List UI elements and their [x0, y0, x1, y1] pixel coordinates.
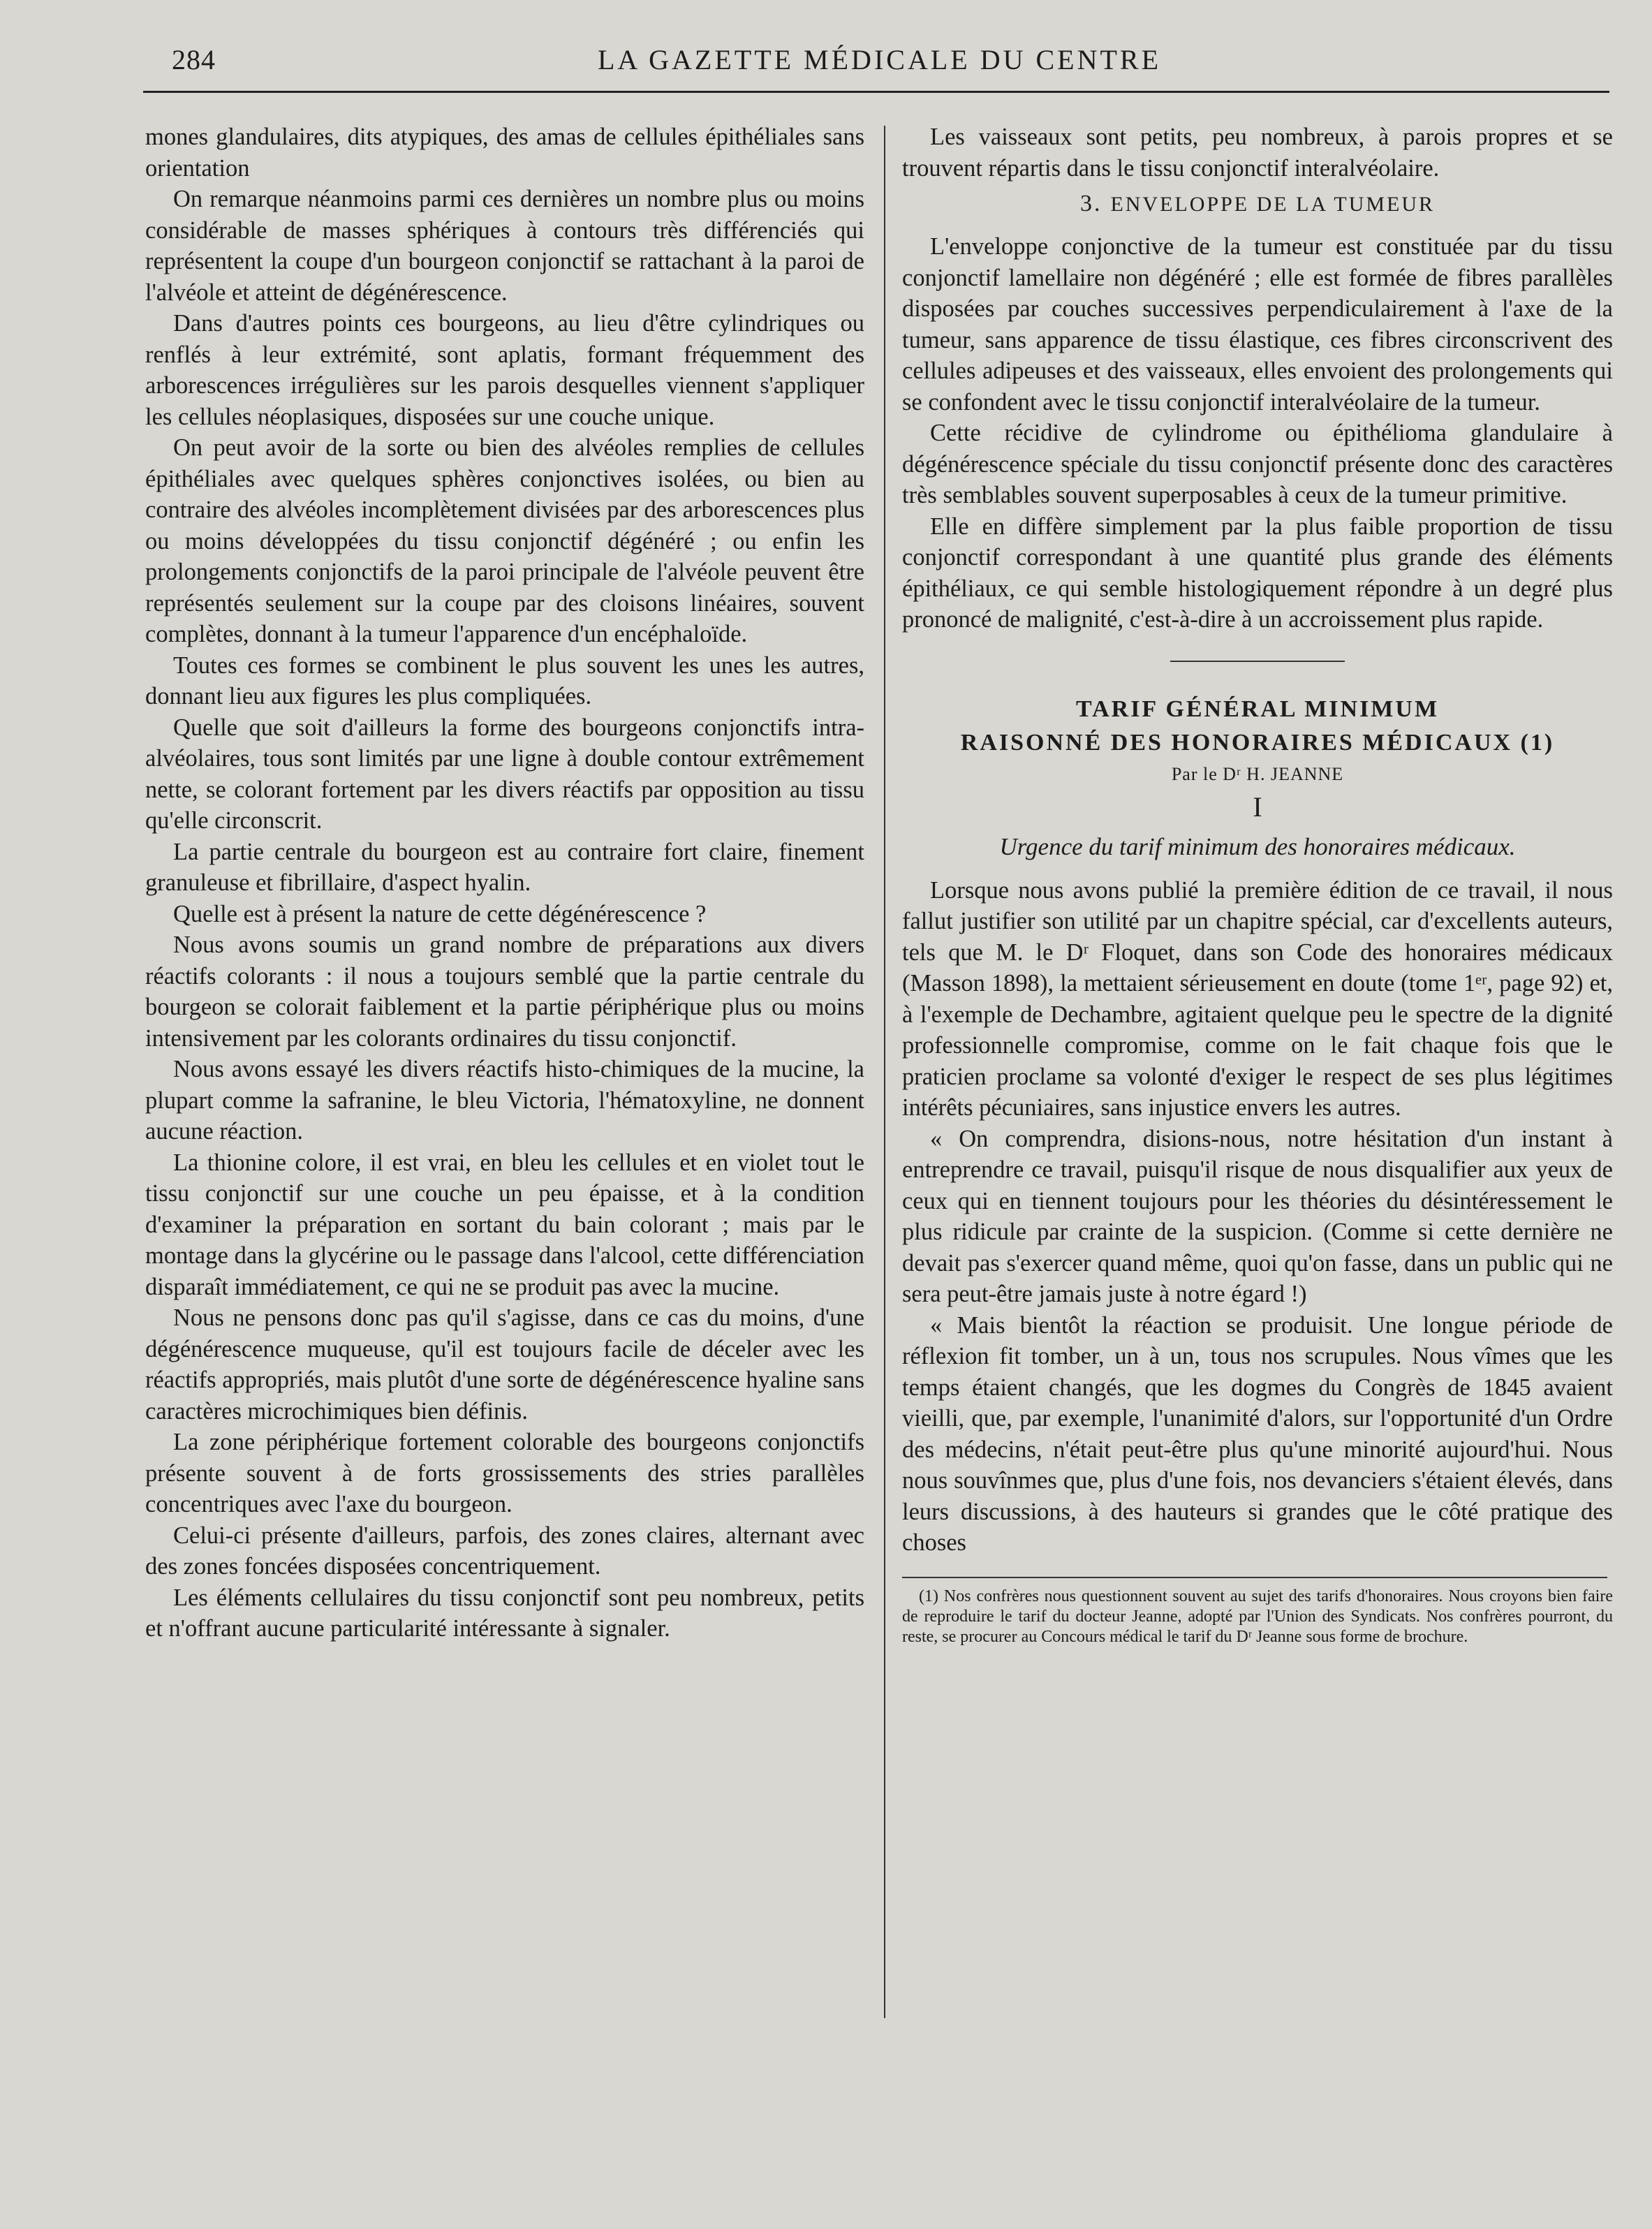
footnote-text: (1) Nos confrères nous questionnent souvent au sujet des tarifs d'honoraires. Nous croyons bien faire de reproduire le tarif du docteur Jeanne, adopté par l'Union des Syndicats. Nos confrères pourront, du reste, se procurer au Concours médical le tarif du Dʳ Jeanne sous forme de brochure.	[902, 1587, 1613, 1646]
paragraph: On remarque néanmoins parmi ces dernières un nombre plus ou moins considérable de masses sphériques à contours très différenciés qui représentent la coupe d'un bourgeon conjonctif se rattachant à la paroi de l'alvéole et atteint de dégénérescence.	[145, 186, 864, 306]
paragraph: Nous avons essayé les divers réactifs histo-chimiques de la mucine, la plupart comme la safranine, le bleu Victoria, l'hématoxyline, ne donnent aucune réaction.	[145, 1056, 864, 1145]
article-byline: Par le Dʳ H. JEANNE	[1171, 763, 1344, 784]
article-title-line-1: TARIF GÉNÉRAL MINIMUM	[1075, 696, 1440, 722]
paragraph: Lorsque nous avons publié la première édition de ce travail, il nous fallut justifier son utilité par un chapitre spécial, car d'excellents auteurs, tels que M. le Dʳ Floquet, dans son Code des honoraires médicaux (Masson 1898), la mettaient sérieusement en doute (tome 1ᵉʳ, page 92) et, à l'exemple de Dechambre, agitaient quelque peu le spectre de la dignité professionnelle compromise, comme on le fait chaque fois que le praticien proclame sa volonté d'exiger le respect de ses plus légitimes intérêts pécuniaires, sans injustice envers les autres.	[902, 876, 1613, 1121]
article-title-line-2: RAISONNÉ DES HONORAIRES MÉDICAUX (1)	[960, 729, 1555, 756]
paragraph: Dans d'autres points ces bourgeons, au lieu d'être cylindriques ou renflés à leur extrémité, sont aplatis, formant fréquemment des arborescences irrégulières sur les parois desquelles viennent s'appliquer les cellules néoplasiques, disposées sur une couche unique.	[145, 310, 864, 430]
chapter-numeral: I	[1253, 790, 1262, 823]
footnote-rule	[902, 1577, 1607, 1578]
footnote	[902, 1587, 1613, 1647]
paragraph: Quelle est à présent la nature de cette dégénérescence ?	[173, 900, 707, 927]
separator-rule	[1170, 661, 1345, 662]
paragraph: Nous avons soumis un grand nombre de préparations aux divers réactifs colorants : il nous a toujours semblé que la partie centrale du bourgeon se colorait faiblement et la partie périphérique plus ou moins intensivement par les colorants ordinaires du tissu conjonctif.	[145, 932, 864, 1052]
paragraph: « On comprendra, disions-nous, notre hésitation d'un instant à entreprendre ce travail, puisqu'il risque de nous disqualifier aux yeux de ceux qui en tiennent toujours pour les théories du désintéressement le plus ridicule par crainte de la suspicion. (Comme si cette dernière ne devait pas s'exercer quand même, quoi qu'on fasse, dans un public qui ne sera peut-être jamais juste à notre égard !)	[902, 1125, 1613, 1307]
header-rule	[143, 91, 1609, 93]
page-number: 284	[172, 44, 216, 75]
paragraph: Nous ne pensons donc pas qu'il s'agisse, dans ce cas du moins, d'une dégénérescence muqueuse, qu'il est toujours facile de déceler avec les réactifs appropriés, mais plutôt d'une sorte de dégénérescence hyaline sans caractères microchimiques bien définis.	[145, 1304, 864, 1425]
chapter-subtitle: Urgence du tarif minimum des honoraires médicaux.	[999, 832, 1516, 860]
left-column	[145, 122, 864, 1645]
paragraph: On peut avoir de la sorte ou bien des alvéoles remplies de cellules épithéliales avec quelques sphères conjonctives isolées, ou bien au contraire des alvéoles incomplètement divisées par des arborescences plus ou moins développées du tissu conjonctif dégénéré ; ou enfin les prolongements conjonctifs de la paroi principale de l'alvéole peuvent être représentés seulement sur la coupe par des cloisons linéaires, souvent complètes, donnant à la tumeur l'apparence d'un encéphaloïde.	[145, 434, 864, 647]
paragraph: Toutes ces formes se combinent le plus souvent les unes les autres, donnant lieu aux figures les plus compliquées.	[145, 652, 864, 709]
paragraph: La thionine colore, il est vrai, en bleu les cellules et en violet tout le tissu conjonctif sur une couche un peu épaisse, et à la condition d'examiner la préparation en sortant du bain colorant ; mais par le montage dans la glycérine ou le passage dans l'alcool, cette différenciation disparaît immédiatement, ce qui ne se produit pas avec la mucine.	[145, 1149, 864, 1300]
section-number: 3.	[1079, 191, 1102, 216]
paragraph: L'enveloppe conjonctive de la tumeur est constituée par du tissu conjonctif lamellaire non dégénéré ; elle est formée de fibres parallèles disposées par couches successives perpendiculairement à l'axe de la tumeur, sans apparence de tissu élastique, ces fibres circonscrivent des cellules adipeuses et des vaisseaux, elles envoient des prolongements qui se confondent avec le tissu conjonctif interalvéolaire de la tumeur.	[902, 233, 1613, 415]
paragraph: Cette récidive de cylindrome ou épithélioma glandulaire à dégénérescence spéciale du tissu conjonctif présente donc des caractères très semblables souvent superposables à ceux de la tumeur primitive.	[902, 420, 1613, 508]
column-divider	[884, 126, 885, 2018]
page-header	[172, 43, 1610, 85]
paragraph: « Mais bientôt la réaction se produisit. Une longue période de réflexion fit tomber, un à un, tous nos scrupules. Nous vîmes que les temps étaient changés, que les dogmes du Congrès de 1845 avaient vieilli, que, par exemple, l'unanimité d'alors, sur l'opportunité d'un Ordre des médecins, n'était peut-être plus qu'une minorité aujourd'hui. Nous nous souvînmes que, plus d'une fois, nos devanciers s'étaient élevés, dans leurs discussions, à des hauteurs si grandes que le côté pratique des choses	[902, 1311, 1613, 1556]
paragraph: Elle en diffère simplement par la plus faible proportion de tissu conjonctif correspondant à une quantité plus grande des éléments épithéliaux, ce qui semble histologiquement répondre à un degré plus prononcé de malignité, c'est-à-dire à un accroissement plus rapide.	[902, 513, 1613, 633]
paragraph: Quelle que soit d'ailleurs la forme des bourgeons conjonctifs intra-alvéolaires, tous sont limités par une ligne à double contour extrêmement nette, se colorant fortement par les divers réactifs par opposition au tissu qu'elle circonscrit.	[145, 714, 864, 834]
paragraph: La zone périphérique fortement colorable des bourgeons conjonctifs présente souvent à de forts grossissements des stries parallèles concentriques avec l'axe du bourgeon.	[145, 1429, 864, 1517]
paragraph: La partie centrale du bourgeon est au contraire fort claire, finement granuleuse et fibrillaire, d'aspect hyalin.	[145, 838, 864, 896]
paragraph: Celui-ci présente d'ailleurs, parfois, des zones claires, alternant avec des zones foncées disposées concentriquement.	[145, 1522, 864, 1580]
section-title: ENVELOPPE DE LA TUMEUR	[1110, 193, 1436, 216]
section-heading	[902, 191, 1613, 217]
paragraph: mones glandulaires, dits atypiques, des amas de cellules épithéliales sans orientation	[145, 124, 864, 182]
right-column	[902, 122, 1613, 1647]
paragraph: Les vaisseaux sont petits, peu nombreux, à parois propres et se trouvent répartis dans le tissu conjonctif interalvéolaire.	[902, 124, 1613, 182]
running-title: LA GAZETTE MÉDICALE DU CENTRE	[598, 44, 1162, 75]
paragraph: Les éléments cellulaires du tissu conjonctif sont peu nombreux, petits et n'offrant aucune particularité intéressante à signaler.	[145, 1584, 864, 1642]
